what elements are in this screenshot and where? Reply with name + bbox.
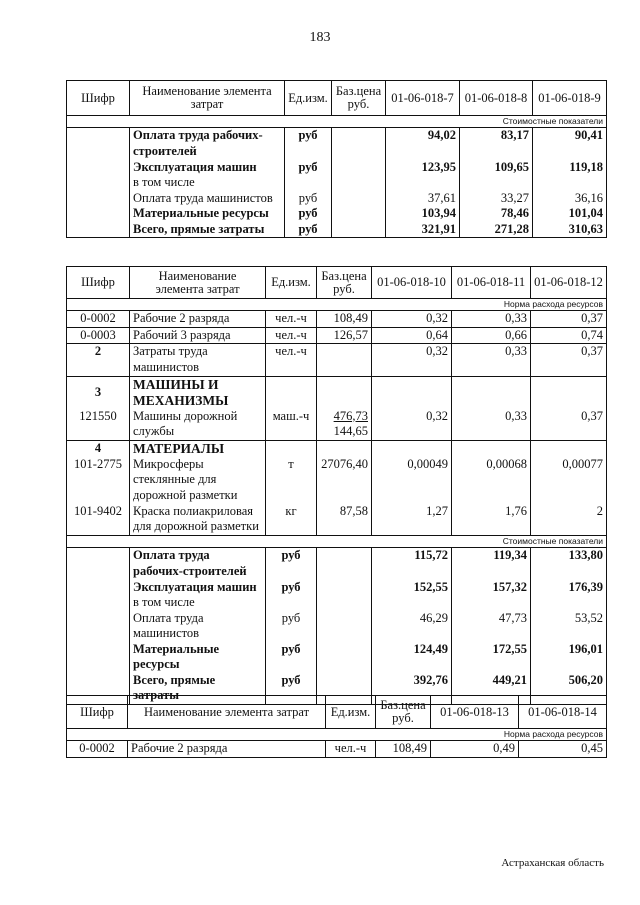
- header-col-3: 01-06-018-9: [533, 81, 607, 116]
- table-row: 101-9402 Краска полиакриловая для дорожной разметки кг 87,58 1,27 1,76 2: [67, 504, 607, 536]
- cost-table-2: [66, 266, 607, 705]
- table-row: 101-2775 Микросферы стеклянные для дорожной разметки т 27076,40 0,00049 0,00068 0,00077: [67, 457, 607, 504]
- header-price: Баз.цена руб.: [332, 81, 386, 116]
- header-col-1: 01-06-018-7: [386, 81, 460, 116]
- table-row: в том числе: [67, 595, 607, 611]
- subheader: Норма расхода ресурсов: [67, 729, 607, 741]
- table-row: Эксплуатация машин руб 123,95 109,65 119,18: [67, 160, 607, 176]
- table-row: Материальные ресурсы руб 103,94 78,46 101,04: [67, 206, 607, 222]
- header-name: Наименование элемента затрат: [130, 81, 285, 116]
- table-row: 121550 Машины дорожной службы маш.-ч 476,73 144,65 0,32 0,33 0,37: [67, 409, 607, 441]
- subheader: Стоимостные показатели: [67, 536, 607, 548]
- page-number: 183: [309, 30, 331, 45]
- table-row: Оплата труда рабочих-строителей руб 115,72 119,34 133,80: [67, 548, 607, 580]
- table-row: Всего, прямые затраты руб 321,91 271,28 310,63: [67, 222, 607, 238]
- header-col-2: 01-06-018-14: [519, 696, 607, 729]
- header-unit: Ед.изм.: [266, 267, 317, 299]
- table-row: 0-0002 Рабочие 2 разряда чел.-ч 108,49 0,32 0,33 0,37: [67, 311, 607, 328]
- header-unit: Ед.изм.: [285, 81, 332, 116]
- header-code: Шифр: [67, 267, 130, 299]
- subheader: Норма расхода ресурсов: [67, 299, 607, 311]
- table-row: 0-0003 Рабочий 3 разряда чел.-ч 126,57 0,64 0,66 0,74: [67, 327, 607, 344]
- header-col-2: 01-06-018-11: [452, 267, 531, 299]
- header-unit: Ед.изм.: [326, 696, 376, 729]
- header-code: Шифр: [67, 81, 130, 116]
- table-row: Оплата труда рабочих-строителей руб 94,02 83,17 90,41: [67, 128, 607, 160]
- cost-table-3: [66, 695, 607, 758]
- header-name: Наименование элемента затрат: [130, 267, 266, 299]
- footer-region: Астраханская область: [501, 857, 604, 869]
- subheader: Стоимостные показатели: [67, 116, 607, 128]
- header-price: Баз.цена руб.: [317, 267, 372, 299]
- header-code: Шифр: [67, 696, 128, 729]
- header-price: Баз.цена руб.: [376, 696, 431, 729]
- table-row: в том числе: [67, 175, 607, 191]
- header-col-1: 01-06-018-10: [372, 267, 452, 299]
- table-row: Эксплуатация машин руб 152,55 157,32 176,39: [67, 580, 607, 596]
- table-row: 2 Затраты труда машинистов чел.-ч 0,32 0,33 0,37: [67, 344, 607, 377]
- header-col-3: 01-06-018-12: [531, 267, 607, 299]
- header-col-1: 01-06-018-13: [431, 696, 519, 729]
- table-row: Оплата труда машинистов руб 37,61 33,27 36,16: [67, 191, 607, 207]
- table-row: 3 МАШИНЫ И МЕХАНИЗМЫ: [67, 377, 607, 409]
- table-row: Всего, прямые затраты руб 392,76 449,21 506,20: [67, 673, 607, 705]
- cost-table-1: [66, 80, 607, 238]
- table-row: Материальные ресурсы руб 124,49 172,55 196,01: [67, 642, 607, 673]
- header-col-2: 01-06-018-8: [460, 81, 533, 116]
- table-row: 0-0002 Рабочие 2 разряда чел.-ч 108,49 0,49 0,45: [67, 741, 607, 758]
- table-row: 4 МАТЕРИАЛЫ: [67, 441, 607, 457]
- header-name: Наименование элемента затрат: [128, 696, 326, 729]
- table-row: Оплата труда машинистов руб 46,29 47,73 53,52: [67, 611, 607, 642]
